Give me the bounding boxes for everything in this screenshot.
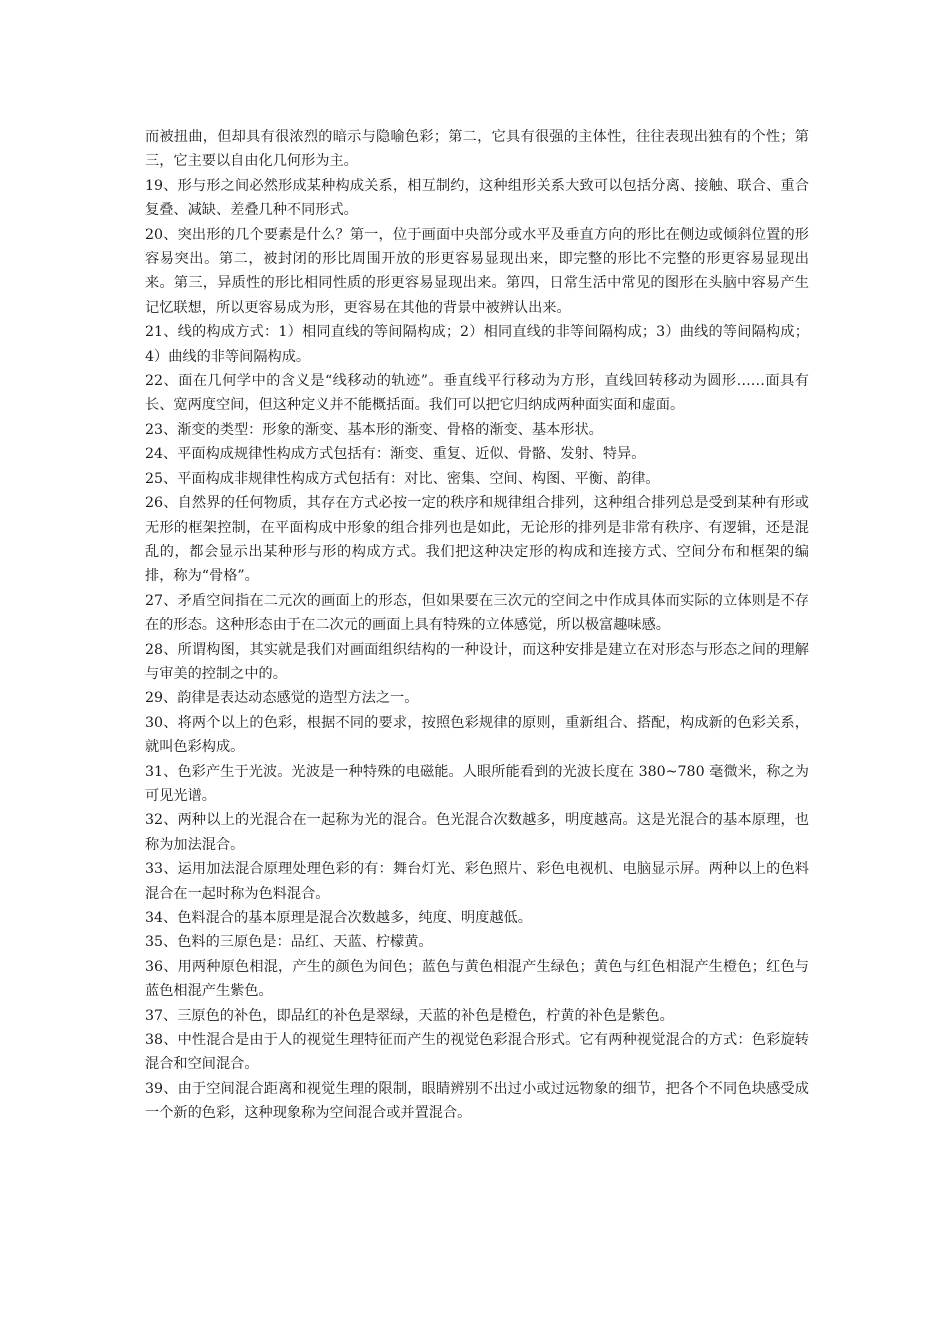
paragraph-26: 26、自然界的任何物质，其存在方式必按一定的秩序和规律组合排列，这种组合排列总是受到某种有形或无形的框架控制，在平面构成中形象的组合排列也是如此，无论形的排列是非常有秩序、有逻辑，还是混乱的，都会显示出某种形与形的构成方式。我们把这种决定形的构成和连接方式、空间分布和框架的编排，称为“骨格”。 (145, 495, 809, 585)
paragraph-27: 27、矛盾空间指在二元次的画面上的形态，但如果要在三次元的空间之中作成具体而实际的立体则是不存在的形态。这种形态由于在二次元的画面上具有特殊的立体感觉，所以极富趣味感。 (145, 592, 809, 634)
paragraph-32: 32、两种以上的光混合在一起称为光的混合。色光混合次数越多，明度越高。这是光混合的基本原理，也称为加法混合。 (145, 812, 809, 853)
paragraph-25: 25、平面构成非规律性构成方式包括有：对比、密集、空间、构图、平衡、韵律。 (145, 470, 660, 487)
paragraph-36: 36、用两种原色相混，产生的颜色为间色；蓝色与黄色相混产生绿色；黄色与红色相混产生橙色；红色与蓝色相混产生紫色。 (145, 958, 809, 1000)
paragraph-23: 23、渐变的类型：形象的渐变、基本形的渐变、骨格的渐变、基本形状。 (145, 421, 603, 438)
paragraph-33: 33、运用加法混合原理处理色彩的有：舞台灯光、彩色照片、彩色电视机、电脑显示屏。两种以上的色料混合在一起时称为色料混合。 (145, 861, 809, 902)
paragraph-20: 20、突出形的几个要素是什么？第一，位于画面中央部分或水平及垂直方向的形比在侧边或倾斜位置的形容易突出。第二，被封闭的形比周围开放的形更容易显现出来，即完整的形比不完整的形更容易显现出来。第三，异质性的形比相同性质的形更容易显现出来。第四，日常生活中常见的图形在头脑中容易产生记忆联想，所以更容易成为形，更容易在其他的背景中被辨认出来。 (145, 226, 809, 316)
paragraph-38: 38、中性混合是由于人的视觉生理特征而产生的视觉色彩混合形式。它有两种视觉混合的方式：色彩旋转混合和空间混合。 (145, 1032, 809, 1073)
paragraph-30: 30、将两个以上的色彩，根据不同的要求，按照色彩规律的原则，重新组合、搭配，构成新的色彩关系，就叫色彩构成。 (145, 714, 809, 756)
paragraph-24: 24、平面构成规律性构成方式包括有：渐变、重复、近似、骨骼、发射、特异。 (145, 446, 646, 463)
paragraph-21: 21、线的构成方式：1）相同直线的等间隔构成；2）相同直线的非等间隔构成；3）曲线的等间隔构成；4）曲线的非等间隔构成。 (145, 324, 809, 365)
document-body (145, 125, 809, 1126)
paragraph-37: 37、三原色的补色，即品红的补色是翠绿，天蓝的补色是橙色，柠黄的补色是紫色。 (145, 1007, 674, 1024)
paragraph-34: 34、色料混合的基本原理是混合次数越多，纯度、明度越低。 (145, 910, 532, 926)
paragraph-35: 35、色料的三原色是：品红、天蓝、柠檬黄。 (145, 934, 433, 951)
paragraph-31: 31、色彩产生于光波。光波是一种特殊的电磁能。人眼所能看到的光波长度在 380~780 毫微米，称之为可见光谱。 (145, 763, 809, 804)
paragraph-39: 39、由于空间混合距离和视觉生理的限制，眼睛辨别不出过小或过远物象的细节，把各个不同色块感受成一个新的色彩，这种现象称为空间混合或并置混合。 (145, 1080, 809, 1122)
paragraph-22: 22、面在几何学中的含义是“线移动的轨迹”。垂直线平行移动为方形，直线回转移动为圆形……面具有长、宽两度空间，但这种定义并不能概括面。我们可以把它归纳成两种面实面和虚面。 (145, 373, 809, 414)
paragraph-19: 19、形与形之间必然形成某种构成关系，相互制约，这种组形关系大致可以包括分离、接触、联合、重合复叠、减缺、差叠几种不同形式。 (145, 177, 809, 219)
paragraph-29: 29、韵律是表达动态感觉的造型方法之一。 (145, 690, 419, 707)
paragraph-continuation: 而被扭曲，但却具有很浓烈的暗示与隐喻色彩；第二，它具有很强的主体性，往往表现出独有的个性；第三，它主要以自由化几何形为主。 (145, 129, 809, 170)
paragraph-28: 28、所谓构图，其实就是我们对画面组织结构的一种设计，而这种安排是建立在对形态与形态之间的理解与审美的控制之中的。 (145, 641, 809, 682)
